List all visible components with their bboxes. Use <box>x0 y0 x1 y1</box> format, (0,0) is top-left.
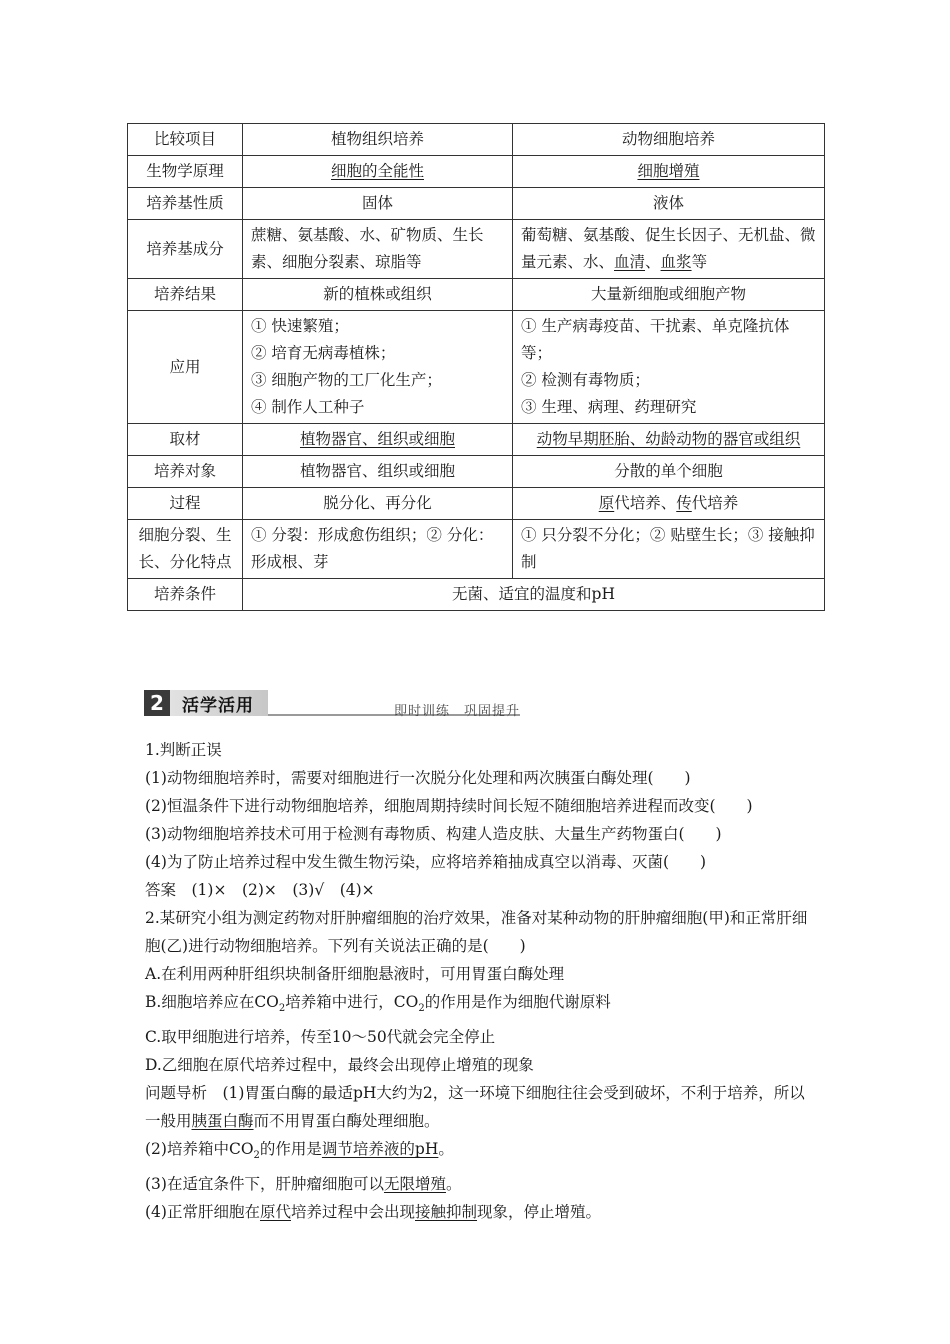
row-label: 培养基成分 <box>128 220 243 279</box>
animal-principle: 细胞增殖 <box>637 162 700 180</box>
plant-result: 新的植株或组织 <box>243 279 513 311</box>
guide-1: 问题导析 (1)胃蛋白酶的最适pH大约为2，这一环境下细胞往往会受到破坏，不利于培养，所以一般用胰蛋白酶而不用胃蛋白酶处理细胞。 <box>145 1084 805 1131</box>
table-row <box>128 424 825 456</box>
row-label: 生物学原理 <box>128 156 243 188</box>
section-number: 2 <box>144 690 170 716</box>
table-row <box>128 188 825 220</box>
question-1-item: (1)动物细胞培养时，需要对细胞进行一次脱分化处理和两次胰蛋白酶处理( ) <box>145 769 691 787</box>
list-item: ① 快速繁殖； <box>251 317 349 335</box>
plasma-term: 血浆 <box>660 253 692 271</box>
section-title: 活学活用 <box>182 696 254 716</box>
list-item: ② 培育无病毒植株； <box>251 344 396 362</box>
plant-medium-type: 固体 <box>243 188 513 220</box>
table-header-row <box>128 124 825 156</box>
question-1-item: (4)为了防止培养过程中发生微生物污染，应将培养箱抽成真空以消毒、灭菌( ) <box>145 853 707 871</box>
option-d: D.乙细胞在原代培养过程中，最终会出现停止增殖的现象 <box>145 1056 534 1075</box>
row-label: 培养条件 <box>128 579 243 611</box>
list-item: ② 检测有毒物质； <box>521 371 650 389</box>
row-label: 过程 <box>128 488 243 520</box>
header-item: 比较项目 <box>128 124 243 156</box>
animal-medium-type: 液体 <box>513 188 825 220</box>
exercise-content <box>145 736 817 1226</box>
row-label: 取材 <box>128 424 243 456</box>
animal-result: 大量新细胞或细胞产物 <box>513 279 825 311</box>
plant-object: 植物器官、组织或细胞 <box>243 456 513 488</box>
question-1-title: 1.判断正误 <box>145 741 222 759</box>
table-row <box>128 520 825 579</box>
animal-process: 原代培养、传代培养 <box>513 488 825 520</box>
table-row <box>128 488 825 520</box>
guide-4: (4)正常肝细胞在原代培养过程中会出现接触抑制现象，停止增殖。 <box>145 1203 602 1222</box>
question-1-item: (2)恒温条件下进行动物细胞培养，细胞周期持续时间长短不随细胞培养进程而改变( ) <box>145 797 753 815</box>
plant-process: 脱分化、再分化 <box>243 488 513 520</box>
table-row <box>128 311 825 424</box>
table-row <box>128 279 825 311</box>
plant-material: 植物器官、组织或细胞 <box>299 430 455 448</box>
row-label: 应用 <box>128 311 243 424</box>
section-subtitle: 即时训练 巩固提升 <box>394 704 521 719</box>
table-row <box>128 156 825 188</box>
animal-material: 动物早期胚胎、幼龄动物的器官或组织 <box>536 430 801 448</box>
list-item: ③ 细胞产物的工厂化生产； <box>251 371 442 389</box>
option-a: A.在利用两种肝组织块制备肝细胞悬液时，可用胃蛋白酶处理 <box>145 965 565 983</box>
animal-object: 分散的单个细胞 <box>513 456 825 488</box>
table-row <box>128 456 825 488</box>
animal-medium-components: 葡萄糖、氨基酸、促生长因子、无机盐、微量元素、水、血清、血浆等 <box>513 220 825 279</box>
row-label: 培养对象 <box>128 456 243 488</box>
plant-application <box>243 311 513 424</box>
guide-2: (2)培养箱中$CO_2$的作用是调节培养液的pH。 <box>145 1140 454 1162</box>
question-1-item: (3)动物细胞培养技术可用于检测有毒物质、构建人造皮肤、大量生产药物蛋白( ) <box>145 825 722 843</box>
option-b: B.细胞培养应在$CO_2$培养箱中进行，$CO_2$的作用是作为细胞代谢原料 <box>145 993 611 1015</box>
animal-application <box>513 311 825 424</box>
list-item: ④ 制作人工种子 <box>251 398 365 416</box>
row-label: 细胞分裂、生长、分化特点 <box>128 520 243 579</box>
plant-features: ① 分裂：形成愈伤组织；② 分化：形成根、芽 <box>243 520 513 579</box>
list-item: ① 生产病毒疫苗、干扰素、单克隆抗体等； <box>521 317 790 362</box>
option-c: C.取甲细胞进行培养，传至10～50代就会完全停止 <box>145 1028 496 1047</box>
row-label: 培养基性质 <box>128 188 243 220</box>
table-row <box>128 579 825 611</box>
list-item: ③ 生理、病理、药理研究 <box>521 398 697 416</box>
serum-term: 血清 <box>614 253 646 271</box>
plant-medium-components: 蔗糖、氨基酸、水、矿物质、生长素、细胞分裂素、琼脂等 <box>243 220 513 279</box>
table-row <box>128 220 825 279</box>
plant-principle: 细胞的全能性 <box>330 162 424 180</box>
question-2-stem: 2.某研究小组为测定药物对肝肿瘤细胞的治疗效果，准备对某种动物的肝肿瘤细胞(甲)和正常肝细胞(乙)进行动物细胞培养。下列有关说法正确的是( ) <box>145 909 808 955</box>
row-label: 培养结果 <box>128 279 243 311</box>
question-1-answer: 答案 (1)× (2)× (3)√ (4)× <box>145 881 375 899</box>
animal-features: ① 只分裂不分化；② 贴壁生长；③ 接触抑制 <box>513 520 825 579</box>
guide-3: (3)在适宜条件下，肝肿瘤细胞可以无限增殖。 <box>145 1175 462 1194</box>
comparison-table <box>127 123 825 611</box>
conditions-value: 无菌、适宜的温度和pH <box>243 579 825 611</box>
header-animal: 动物细胞培养 <box>513 124 825 156</box>
header-plant: 植物组织培养 <box>243 124 513 156</box>
